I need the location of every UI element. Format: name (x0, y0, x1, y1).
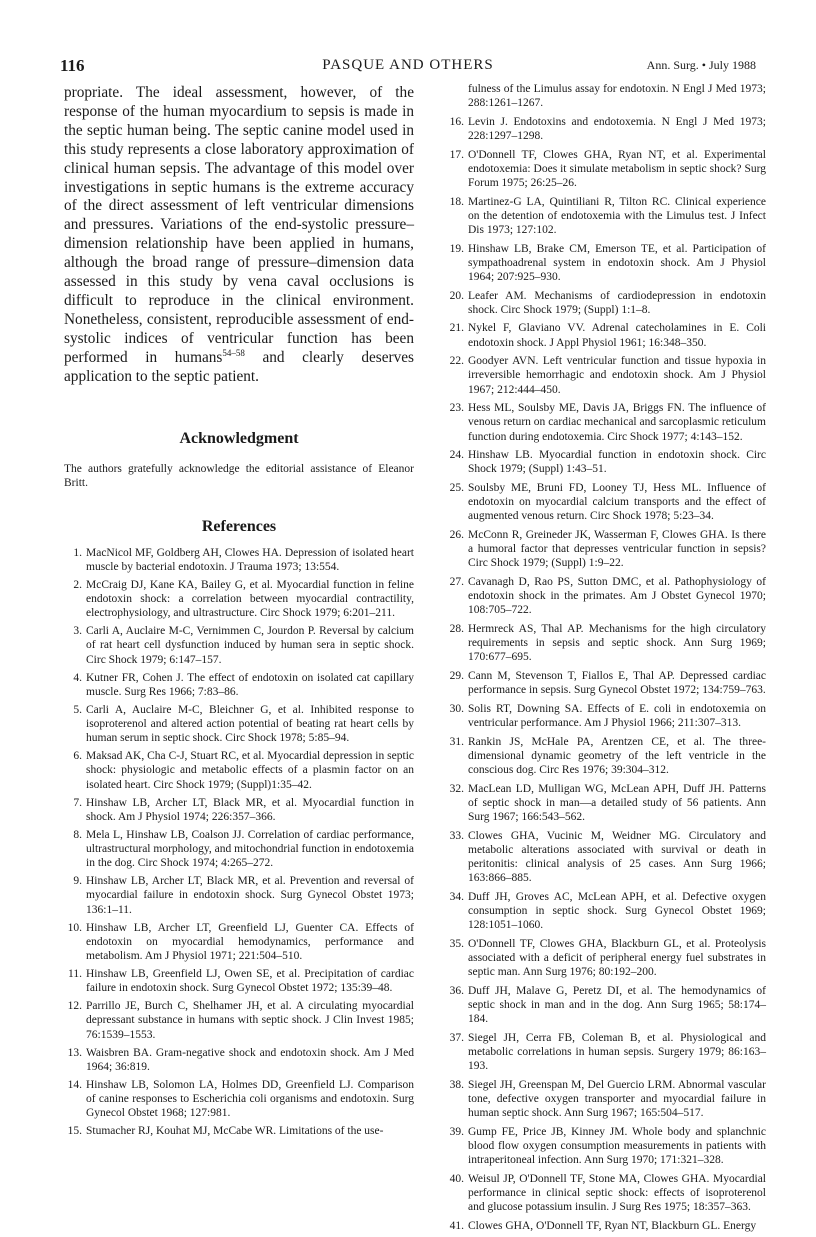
reference-text: Weisul JP, O'Donnell TF, Stone MA, Clowes GHA. Myocardial performance in clinical septic shock: effects of isoproterenol and glucose potassium insulin. J Surg Res 1975; 18:357–363. (468, 1172, 766, 1214)
reference-item (64, 624, 414, 667)
reference-number: 39. (449, 1125, 464, 1138)
reference-text: O'Donnell TF, Clowes GHA, Blackburn GL, et al. Proteolysis associated with a deficit of peripheral energy fuel substrates in septic man. Ann Surg 1976; 80:192–200. (468, 937, 766, 979)
reference-item (446, 115, 766, 143)
reference-text: Hinshaw LB, Archer LT, Black MR, et al. Prevention and reversal of myocardial failure in endotoxin shock. Surg Gynecol Obstet 1973; 136:1–11. (86, 875, 414, 916)
references-heading: References (201, 517, 277, 535)
reference-text: Duff JH, Malave G, Peretz DI, et al. The hemodynamics of septic shock in man and in the dog. Ann Surg 1965; 58:174–184. (468, 984, 766, 1026)
reference-number: 20. (449, 289, 464, 302)
reference-continuation (446, 82, 766, 110)
reference-item (446, 481, 766, 524)
page-header (60, 56, 756, 80)
reference-item (64, 967, 414, 995)
reference-text: Hinshaw LB, Greenfield LJ, Owen SE, et al. Precipitation of cardiac failure in endotoxin shock. Surg Gynecol Obstet 1972; 135:39–48. (86, 967, 414, 995)
reference-text: Hinshaw LB, Archer LT, Greenfield LJ, Guenter CA. Effects of endotoxin on myocardial hemodynamics, performance and metabolism. Am J Physiol 1971; 221:504–510. (86, 921, 414, 962)
reference-text: Duff JH, Groves AC, McLean APH, et al. Defective oxygen consumption in septic shock. Surg Gynecol Obstet 1969; 128:1051–1060. (468, 890, 766, 932)
reference-item (64, 703, 414, 746)
reference-text: O'Donnell TF, Clowes GHA, Ryan NT, et al. Experimental endotoxemia: Does it simulate metabolism in septic shock? Surg Forum 1975; 26:25–26. (468, 148, 766, 189)
reference-item (446, 1125, 766, 1168)
reference-item (446, 242, 766, 285)
reference-number: 23. (449, 402, 464, 415)
reference-number: 21. (449, 322, 464, 335)
reference-item (446, 984, 766, 1027)
reference-list-right (446, 82, 766, 1233)
reference-item (446, 735, 766, 778)
reference-number: 14. (67, 1078, 82, 1091)
reference-number: 40. (449, 1172, 464, 1185)
reference-number: 9. (73, 875, 82, 888)
reference-item (64, 1124, 414, 1138)
reference-item (446, 702, 766, 730)
reference-item (446, 575, 766, 618)
reference-text: Cavanagh D, Rao PS, Sutton DMC, et al. Pathophysiology of endotoxin shock in the primates. Am J Obstet Gynecol 1970; 108:705–722. (468, 575, 766, 617)
reference-item (446, 622, 766, 665)
reference-number: 13. (67, 1046, 82, 1059)
reference-item (446, 890, 766, 933)
reference-text: Kutner FR, Cohen J. The effect of endotoxin on isolated cat capillary muscle. Surg Res 1966; 7:83–86. (86, 671, 414, 698)
reference-text: Nykel F, Glaviano VV. Adrenal catecholamines in E. Coli endotoxin shock. J Appl Physiol 1961; 16:348–350. (468, 322, 766, 349)
acknowledgment-text: The authors gratefully acknowledge the editorial assistance of Eleanor Britt. (64, 462, 414, 489)
reference-text: Carli A, Auclaire M-C, Vernimmen C, Jourdon P. Reversal by calcium of rat heart cell dysfunction induced by human sera in septic shock. Circ Shock 1979; 6:147–157. (86, 625, 414, 666)
right-column (446, 82, 766, 1237)
reference-number: 34. (449, 890, 464, 903)
reference-item (446, 321, 766, 349)
reference-item (446, 669, 766, 697)
body-text: propriate. The ideal assessment, however, of the response of the human myocardium to sepsis is made in the septic human being. The septic canine model used in this study represents a close laboratory approximation of clinical human sepsis. The advantage of this model over investigations in septic humans is the extreme accuracy of the direct assessment of left ventricular dimensions and pressures. Variations of the end-systolic pressure–dimension relationship have been applied in humans, although the broad range of pressure–dimension data assessed in this study by vena caval occlusions is difficult to reproduce in the clinical environment. Nonetheless, consistent, reproducible assessment of end-systolic indices of ventricular function has been performed in humans (64, 84, 414, 366)
reference-text: Hess ML, Soulsby ME, Davis JA, Briggs FN. The influence of venous return on cardiac mechanical and sarcoplasmic reticulum function during endotoxemia. Circ Shock 1977; 4:143–152. (468, 402, 766, 443)
reference-item (64, 828, 414, 871)
reference-number: 25. (449, 481, 464, 494)
reference-text: Gump FE, Price JB, Kinney JM. Whole body and splanchnic blood flow oxygen consumption measurements in patients with intraperitoneal infection. Ann Surg 1970; 171:321–328. (468, 1125, 766, 1167)
reference-number: 32. (449, 782, 464, 795)
reference-item (64, 796, 414, 824)
reference-text: Parrillo JE, Burch C, Shelhamer JH, et al. A circulating myocardial depressant substance in humans with septic shock. J Clin Invest 1985; 76:1539–1553. (86, 1000, 414, 1041)
reference-number: 26. (449, 528, 464, 541)
reference-text: Mela L, Hinshaw LB, Coalson JJ. Correlation of cardiac performance, ultrastructural morphology, and mitochondrial function in endotoxemia in the dog. Circ Shock 1974; 4:265–272. (86, 828, 414, 870)
reference-number: 37. (449, 1031, 464, 1044)
reference-number: 7. (73, 796, 82, 809)
reference-list-left (64, 546, 414, 1139)
reference-number: 8. (73, 828, 82, 841)
reference-text: Soulsby ME, Bruni FD, Looney TJ, Hess ML. Influence of endotoxin on myocardial calcium transports and the effect of augmented venous return. Circ Shock 1978; 5:23–34. (468, 481, 766, 523)
reference-number: 19. (449, 242, 464, 255)
reference-item (446, 448, 766, 476)
reference-text: Siegel JH, Greenspan M, Del Guercio LRM. Abnormal vascular tone, defective oxygen transporter and myocardial failure in human septic shock. Ann Surg 1967; 165:504–517. (468, 1078, 766, 1120)
reference-text: Rankin JS, McHale PA, Arentzen CE, et al. The three-dimensional dynamic geometry of the left ventricle in the conscious dog. Circ Res 1976; 39:304–312. (468, 735, 766, 776)
reference-number: 35. (449, 937, 464, 950)
citation-superscript: 54–58 (222, 347, 245, 358)
reference-text: Stumacher RJ, Kouhat MJ, McCabe WR. Limitations of the use- (86, 1125, 384, 1138)
reference-text: Maksad AK, Cha C-J, Stuart RC, et al. Myocardial depression in septic shock: physiologic and metabolic effects of a plasmin factor on an isolated heart. Circ Shock 1979; (Suppl)1:35–42. (86, 750, 414, 791)
reference-item (64, 999, 414, 1042)
reference-text: Hinshaw LB, Brake CM, Emerson TE, et al. Participation of sympathoadrenal system in endotoxin shock. Am J Physiol 1964; 207:925–930. (468, 242, 766, 283)
body-paragraph (64, 84, 414, 387)
reference-number: 38. (449, 1078, 464, 1091)
reference-number: 33. (449, 829, 464, 842)
reference-text: Leafer AM. Mechanisms of cardiodepression in endotoxin shock. Circ Shock 1979; (Suppl) 1:1–8. (468, 289, 766, 316)
reference-item (446, 354, 766, 397)
reference-number: 27. (449, 575, 464, 588)
reference-number: 10. (67, 921, 82, 934)
reference-item (446, 829, 766, 886)
reference-item (446, 782, 766, 825)
reference-item (446, 195, 766, 238)
reference-number: 6. (73, 750, 82, 763)
reference-number: 5. (73, 703, 82, 716)
reference-text: fulness of the Limulus assay for endotoxin. N Engl J Med 1973; 288:1261–1267. (468, 83, 766, 110)
reference-text: Solis RT, Downing SA. Effects of E. coli in endotoxemia on ventricular performance. Am J Physiol 1966; 211:307–313. (468, 702, 766, 729)
reference-text: Carli A, Auclaire M-C, Bleichner G, et al. Inhibited response to isoproterenol and altered action potential of beating rat heart cells by human serum in septic shock. Circ Shock 1978; 5:85–94. (86, 703, 414, 745)
reference-text: Hermreck AS, Thal AP. Mechanisms for the high circulatory requirements in sepsis and septic shock. Ann Surg 1969; 170:677–695. (468, 622, 766, 664)
reference-text: Waisbren BA. Gram-negative shock and endotoxin shock. Am J Med 1964; 36:819. (86, 1046, 414, 1073)
reference-number: 4. (73, 671, 82, 684)
reference-item (446, 401, 766, 444)
reference-number: 29. (449, 669, 464, 682)
reference-number: 36. (449, 984, 464, 997)
reference-number: 18. (449, 195, 464, 208)
reference-text: Cann M, Stevenson T, Fiallos E, Thal AP. Depressed cardiac performance in sepsis. Surg Gynecol Obstet 1972; 134:759–763. (468, 669, 766, 697)
reference-text: Clowes GHA, O'Donnell TF, Ryan NT, Blackburn GL. Energy (468, 1219, 757, 1232)
reference-item (446, 1078, 766, 1121)
running-title: PASQUE AND OTHERS (322, 57, 494, 73)
reference-number: 30. (449, 702, 464, 715)
reference-number: 1. (73, 546, 82, 559)
reference-item (446, 289, 766, 317)
reference-text: Clowes GHA, Vucinic M, Weidner MG. Circulatory and metabolic alterations associated with survival or death in peritonitis: clinical analysis of 25 cases. Ann Surg 1966; 163:866–885. (468, 829, 766, 885)
reference-text: Levin J. Endotoxins and endotoxemia. N Engl J Med 1973; 228:1297–1298. (468, 115, 766, 142)
reference-item (64, 546, 414, 574)
left-column (64, 84, 414, 1142)
reference-text: Hinshaw LB, Solomon LA, Holmes DD, Greenfield LJ. Comparison of canine responses to Escherichia coli organisms and endotoxin. Surg Gynecol Obstet 1968; 127:981. (86, 1078, 414, 1120)
reference-text: Martinez-G LA, Quintiliani R, Tilton RC. Clinical experience on the detention of endotoxemia with the Limulus test. J Infect Dis 1973; 127:102. (468, 195, 766, 236)
reference-number: 22. (449, 355, 464, 368)
reference-text: McConn R, Greineder JK, Wasserman F, Clowes GHA. Is there a humoral factor that depresses ventricular function in sepsis? Circ Shock 1979; (Suppl) 1:9–22. (468, 528, 766, 570)
reference-text: MacNicol MF, Goldberg AH, Clowes HA. Depression of isolated heart muscle by bacterial endotoxin. J Trauma 1973; 13:554. (86, 546, 414, 573)
reference-item (64, 874, 414, 917)
reference-text: McCraig DJ, Kane KA, Bailey G, et al. Myocardial function in feline endotoxin shock: a correlation between myocardial contractility, electrophysiology, and ultrastructure. Circ Shock 1979; 6:201–211. (86, 578, 414, 620)
reference-number: 15. (67, 1125, 82, 1138)
reference-item (446, 528, 766, 571)
acknowledgment-heading: Acknowledgment (179, 429, 299, 447)
reference-item (64, 1078, 414, 1121)
reference-item (64, 671, 414, 699)
reference-number: 41. (449, 1219, 464, 1232)
reference-item (446, 1172, 766, 1215)
reference-text: MacLean LD, Mulligan WG, McLean APH, Duff JH. Patterns of septic shock in man—a detailed study of 56 patients. Ann Surg 1967; 166:543–562. (468, 782, 766, 823)
reference-item (446, 148, 766, 191)
reference-item (446, 1219, 766, 1233)
reference-number: 3. (73, 625, 82, 638)
reference-number: 2. (73, 578, 82, 591)
reference-number: 28. (449, 622, 464, 635)
journal-info: Ann. Surg. • July 1988 (646, 58, 756, 72)
reference-number: 16. (449, 115, 464, 128)
reference-number: 12. (67, 1000, 82, 1013)
reference-text: Hinshaw LB. Myocardial function in endotoxin shock. Circ Shock 1979; (Suppl) 1:43–51. (468, 449, 766, 476)
reference-item (446, 1031, 766, 1074)
reference-number: 24. (449, 449, 464, 462)
page-number: 116 (60, 56, 85, 75)
reference-item (64, 921, 414, 964)
reference-item (446, 937, 766, 980)
reference-item (64, 578, 414, 621)
reference-item (64, 1046, 414, 1074)
body-text-end: and clearly deserves application to the septic patient. (64, 348, 414, 385)
reference-text: Hinshaw LB, Archer LT, Black MR, et al. Myocardial function in shock. Am J Physiol 1974; 226:357–366. (86, 796, 414, 823)
reference-number: 17. (449, 148, 464, 161)
reference-number: 11. (68, 967, 82, 980)
reference-number: 31. (449, 735, 464, 748)
reference-text: Siegel JH, Cerra FB, Coleman B, et al. Physiological and metabolic correlations in human sepsis. Surgery 1979; 86:163–193. (468, 1031, 766, 1073)
reference-item (64, 749, 414, 792)
reference-text: Goodyer AVN. Left ventricular function and tissue hypoxia in irreversible hemorrhagic and endotoxin shock. Am J Physiol 1967; 212:444–450. (468, 355, 766, 396)
